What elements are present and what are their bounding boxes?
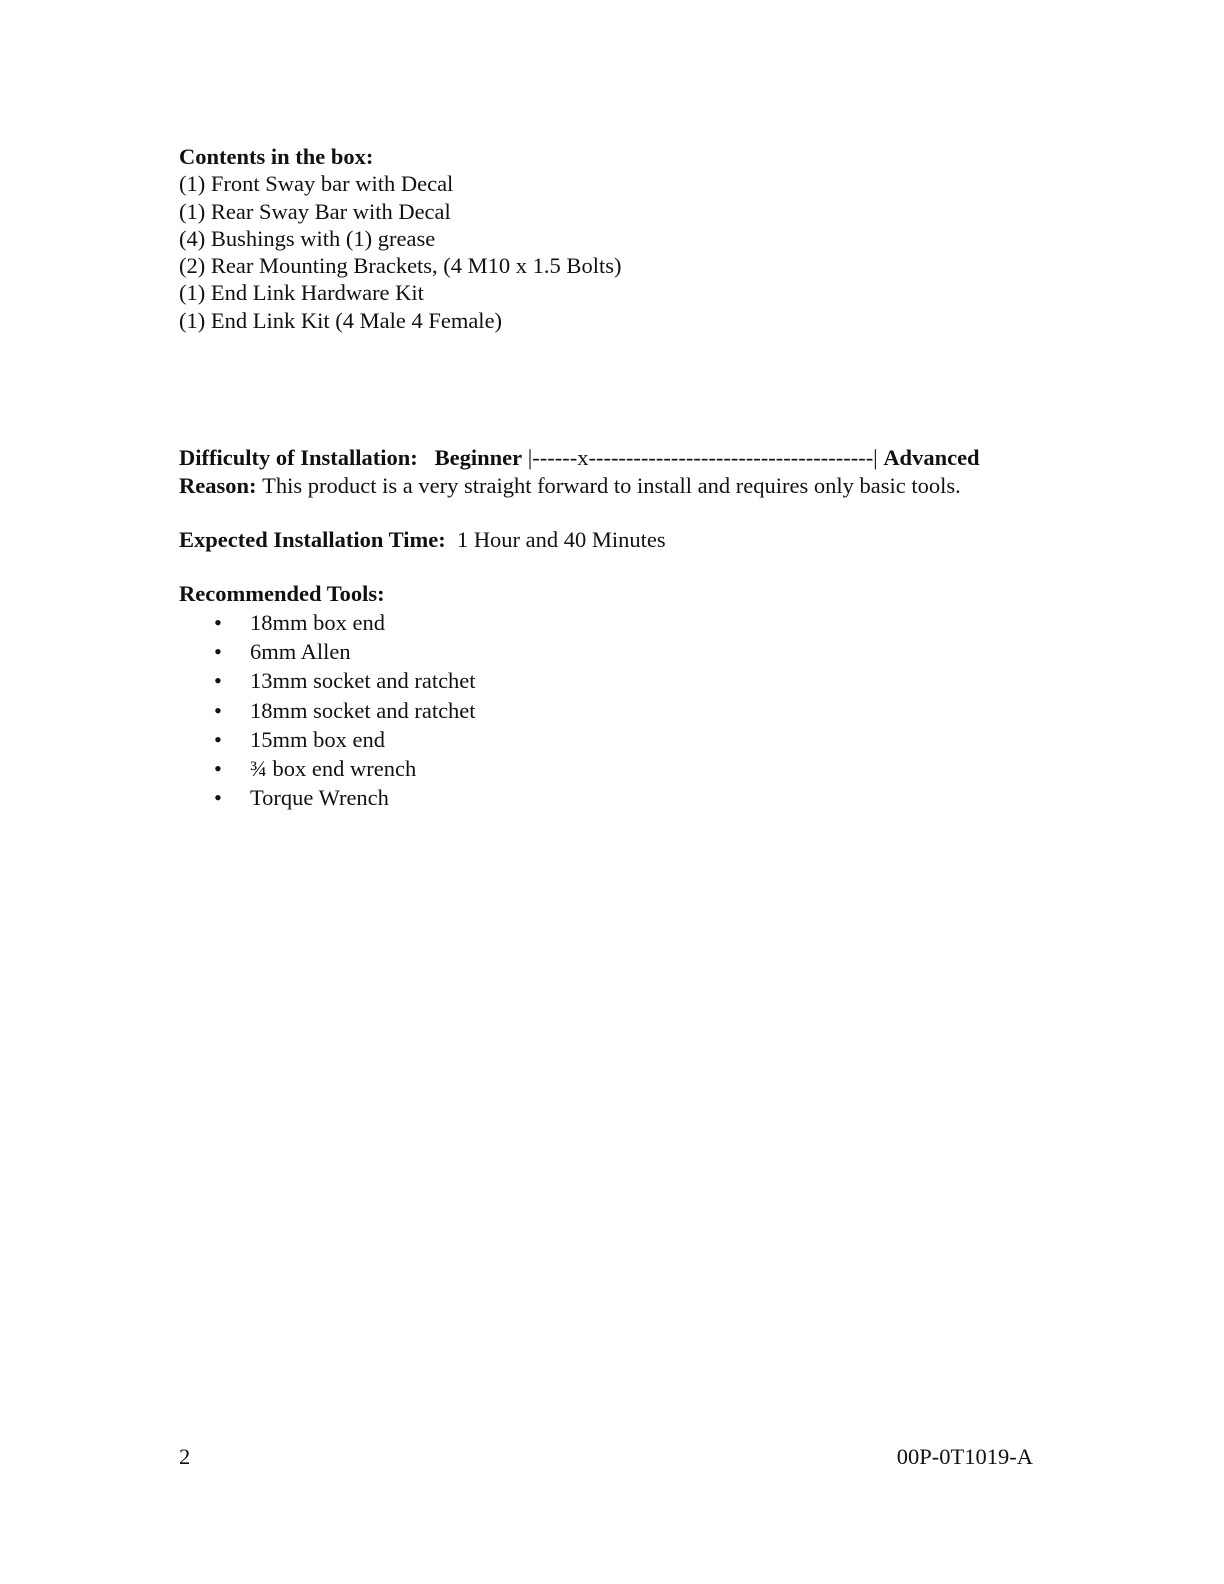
difficulty-scale: |------x--------------------------------------| xyxy=(527,445,878,470)
contents-item: (1) Front Sway bar with Decal xyxy=(179,171,454,197)
list-item xyxy=(179,667,476,696)
expected-time-label: Expected Installation Time: xyxy=(179,527,446,552)
contents-item: (2) Rear Mounting Brackets, (4 M10 x 1.5 Bolts) xyxy=(179,253,622,279)
difficulty-label: Difficulty of Installation: xyxy=(179,445,418,470)
tool-text: 15mm box end xyxy=(250,726,385,752)
bullet-icon: • xyxy=(214,726,222,752)
list-item xyxy=(179,697,476,726)
tool-text: ¾ box end wrench xyxy=(250,755,417,781)
difficulty-line xyxy=(179,444,980,472)
contents-item: (1) Rear Sway Bar with Decal xyxy=(179,198,451,224)
difficulty-beginner: Beginner xyxy=(434,445,523,470)
reason-label: Reason: xyxy=(179,473,257,498)
tool-text: Torque Wrench xyxy=(250,785,389,811)
expected-time-value: 1 Hour and 40 Minutes xyxy=(456,527,666,552)
list-item xyxy=(179,784,476,813)
tool-text: 18mm box end xyxy=(250,610,385,635)
bullet-icon: • xyxy=(214,755,222,781)
document-code: 00P-0T1019-A xyxy=(896,1444,1033,1469)
list-item xyxy=(179,726,476,755)
bullet-icon: • xyxy=(214,668,222,694)
tool-text: 18mm socket and ratchet xyxy=(250,697,476,723)
bullet-icon: • xyxy=(214,639,222,665)
contents-item: (4) Bushings with (1) grease xyxy=(179,225,436,251)
reason-line xyxy=(179,472,980,500)
tool-text: 13mm socket and ratchet xyxy=(250,668,476,694)
reason-text: This product is a very straight forward to install and requires only basic tools. xyxy=(262,473,961,498)
list-item xyxy=(179,609,476,638)
contents-item: (1) End Link Kit (4 Male 4 Female) xyxy=(179,307,503,333)
tools-title: Recommended Tools: xyxy=(179,581,385,606)
expected-time-section xyxy=(179,526,666,554)
list-item xyxy=(179,755,476,784)
bullet-icon: • xyxy=(214,785,222,811)
list-item xyxy=(179,638,476,667)
bullet-icon: • xyxy=(214,697,222,723)
tools-list xyxy=(179,609,476,813)
page-number: 2 xyxy=(179,1444,191,1469)
contents-title: Contents in the box: xyxy=(179,144,374,169)
bullet-icon: • xyxy=(214,610,222,635)
contents-section xyxy=(179,143,621,334)
contents-item: (1) End Link Hardware Kit xyxy=(179,280,424,306)
difficulty-advanced: Advanced xyxy=(883,445,980,470)
tool-text: 6mm Allen xyxy=(250,639,351,665)
difficulty-section xyxy=(179,444,980,500)
